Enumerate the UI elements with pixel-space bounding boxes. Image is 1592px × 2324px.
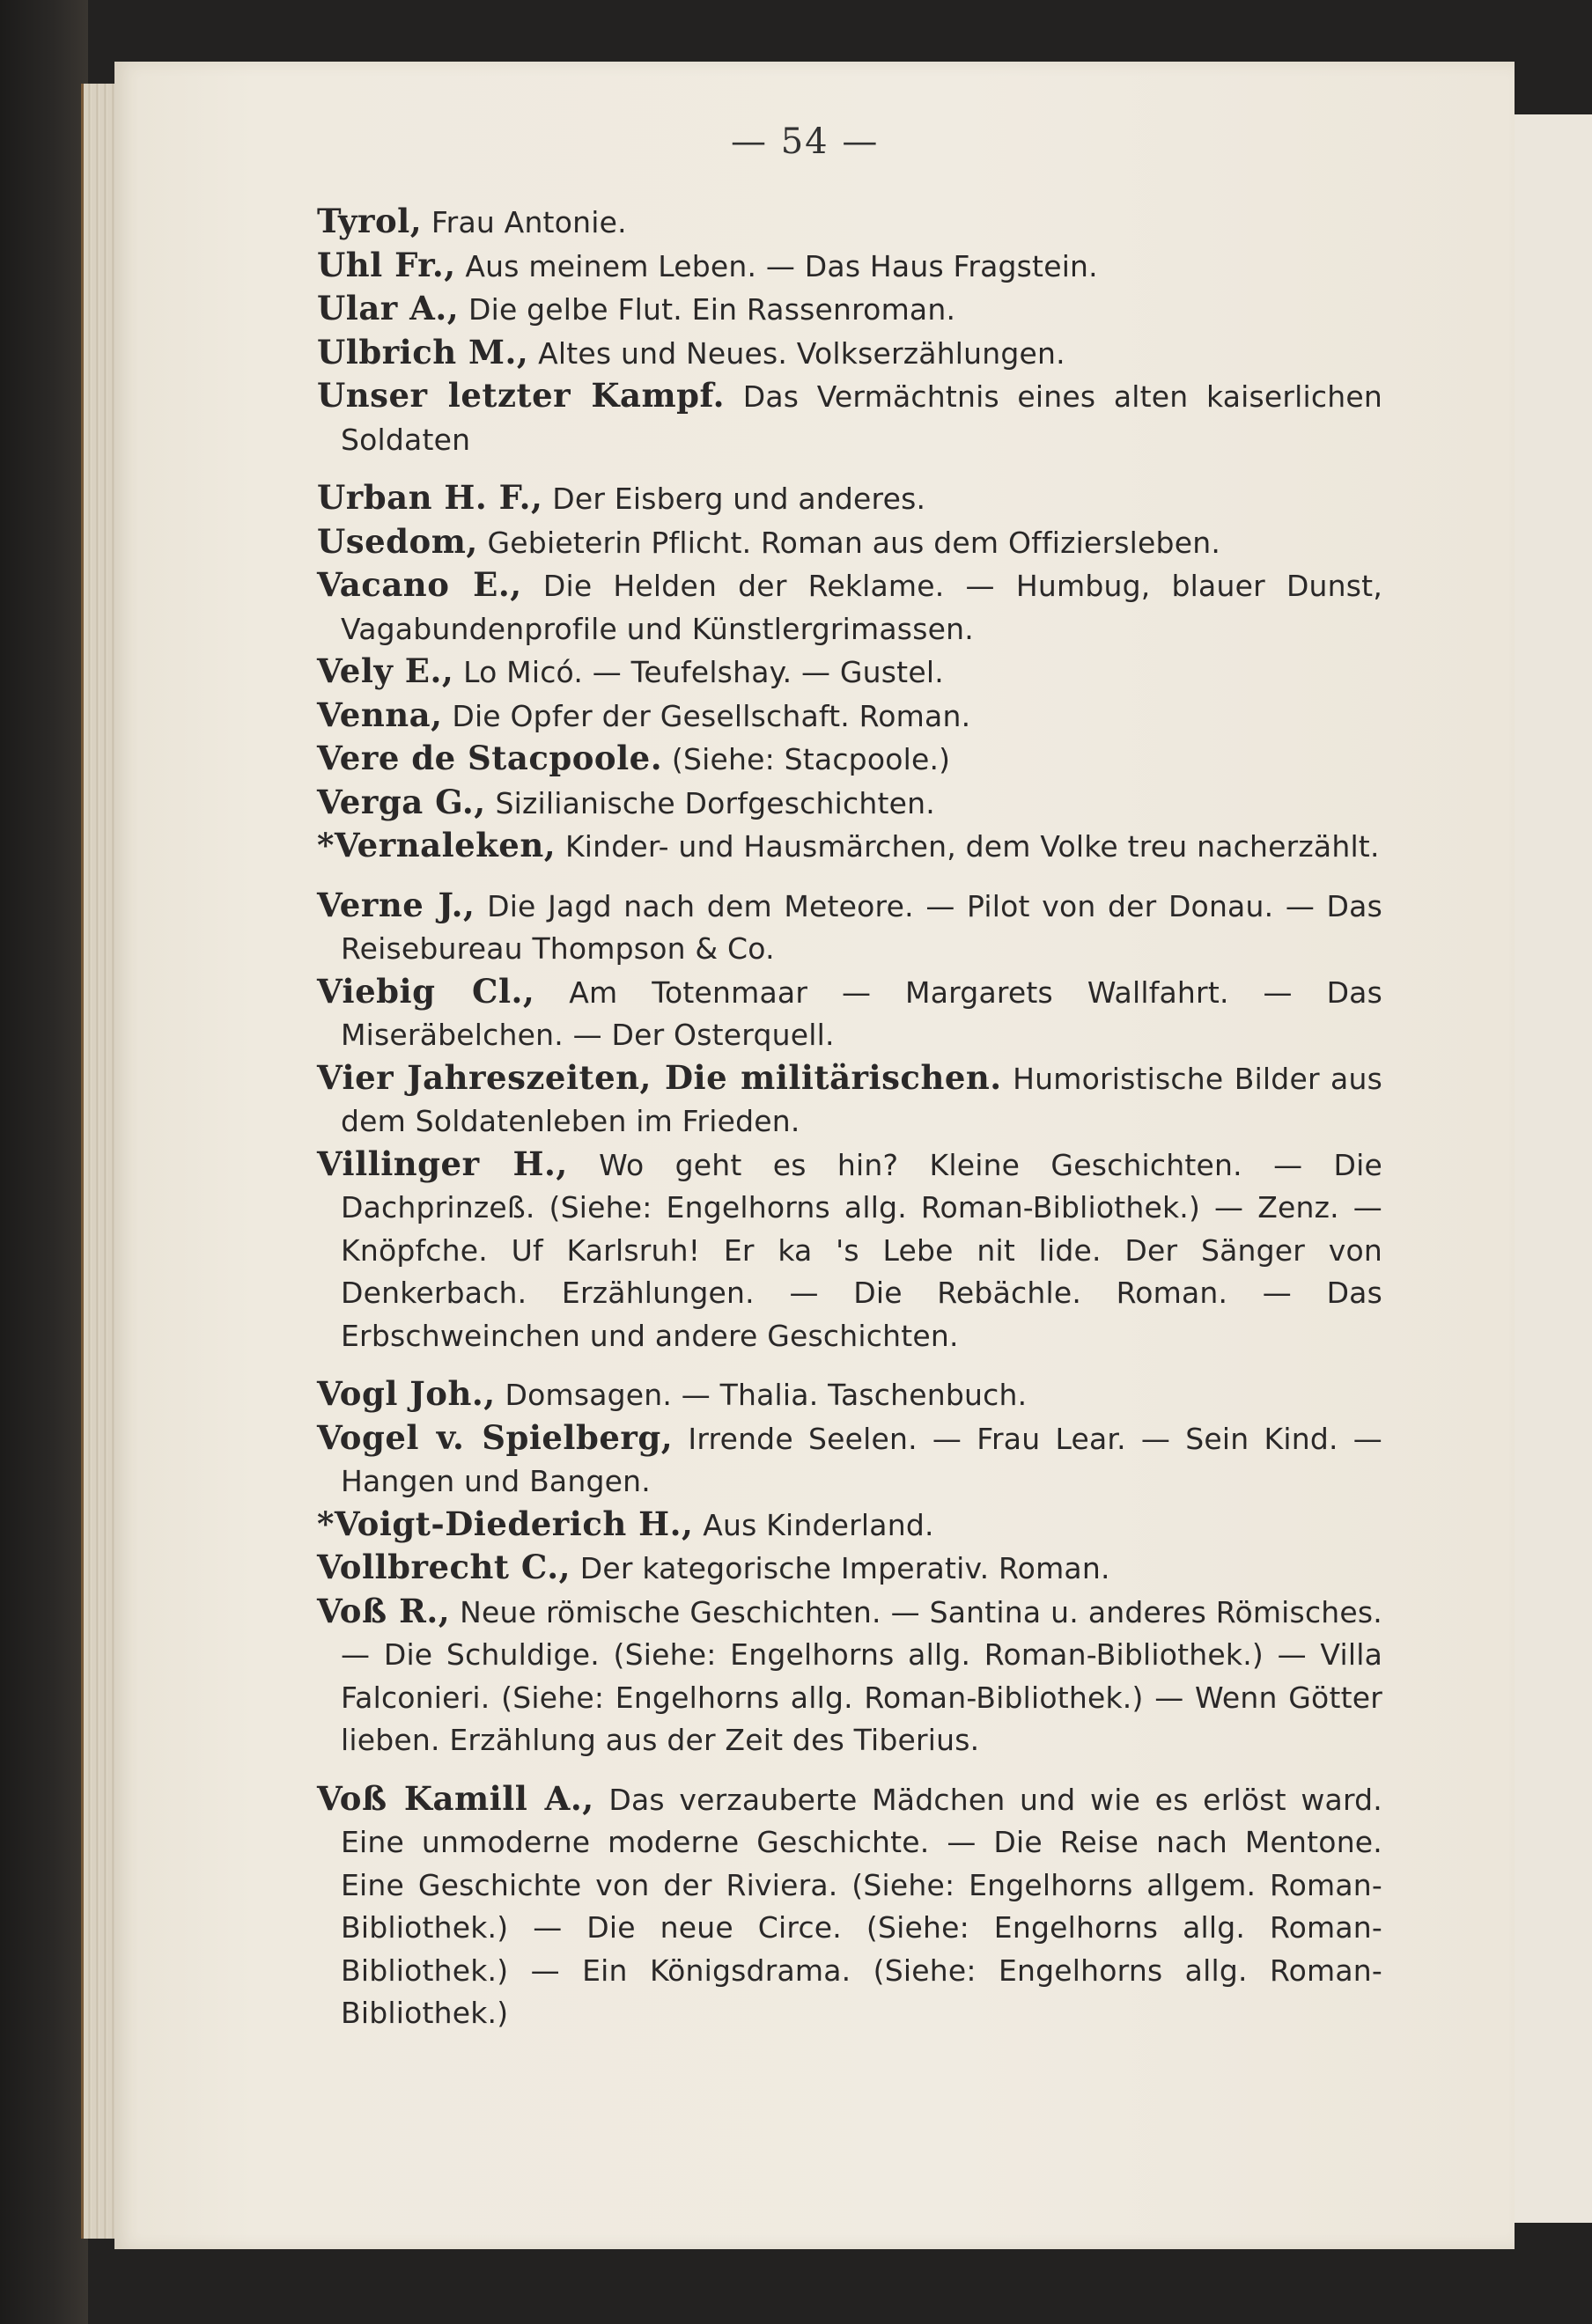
entry-verne	[317, 885, 1382, 971]
entry-author: Usedom,	[317, 521, 478, 561]
entry-author: Voß Kamill A.,	[317, 1778, 594, 1818]
entry-titles: (Siehe: Stacpoole.)	[671, 742, 951, 776]
entry-voss-r	[317, 1591, 1382, 1762]
entry-author: Unser letzter Kampf.	[317, 376, 726, 415]
entry-author: Ular A.,	[317, 289, 460, 327]
entry-ular	[317, 288, 1382, 332]
entry-vely	[317, 651, 1382, 695]
entry-author: Vier Jahreszeiten, Die militärischen.	[317, 1057, 1002, 1097]
entry-author: Verne J.,	[317, 885, 475, 924]
entry-author: Tyrol,	[317, 202, 423, 240]
entry-titles: Die Helden der Reklame. — Humbug, blauer Dunst, Vagabundenprofile und Künstlergrimassen.	[341, 569, 1383, 646]
entry-author: Vely E.,	[317, 651, 454, 690]
entry-vernaleken	[317, 825, 1382, 869]
entry-unser-letzter-kampf	[317, 375, 1382, 461]
entry-villinger	[317, 1144, 1382, 1358]
entry-author: Verga G.,	[317, 782, 486, 821]
entry-viebig	[317, 971, 1382, 1057]
entry-titles: Gebieterin Pflicht. Roman aus dem Offiziersleben.	[487, 525, 1221, 560]
entry-titles: Aus Kinderland.	[703, 1507, 934, 1542]
entry-author: Vacano E.,	[317, 565, 522, 604]
entry-titles: Das Vermächtnis eines alten kaiserlichen Soldaten	[341, 379, 1382, 457]
entry-vollbrecht	[317, 1547, 1382, 1591]
entry-author: Voß R.,	[317, 1591, 451, 1630]
entry-ulbrich	[317, 332, 1382, 376]
entry-titles: Die Jagd nach dem Meteore. — Pilot von der Donau. — Das Reisebureau Thompson & Co.	[341, 888, 1382, 966]
entry-titles: Irrende Seelen. — Frau Lear. — Sein Kind. — Hangen und Bangen.	[341, 1421, 1382, 1498]
entry-titles: Frau Antonie.	[431, 205, 627, 239]
entry-voigt-diederich	[317, 1504, 1382, 1548]
entry-author: Vogl Joh.,	[317, 1374, 496, 1413]
entry-uhl	[317, 245, 1382, 289]
desk-surface-left	[0, 0, 88, 2324]
entry-titles: Der Eisberg und anderes.	[552, 482, 926, 516]
entry-author: Urban H. F.,	[317, 478, 543, 517]
entry-author: Vollbrecht C.,	[317, 1548, 571, 1586]
entry-author: *Vernaleken,	[317, 826, 556, 864]
entry-tyrol	[317, 201, 1382, 245]
entry-author: Vere de Stacpoole.	[317, 739, 663, 777]
entry-titles: Am Totenmaar — Margarets Wallfahrt. — Das Miseräbelchen. — Der Osterquell.	[341, 974, 1382, 1052]
entry-author: Uhl Fr.,	[317, 245, 456, 284]
entry-vier-jahreszeiten	[317, 1057, 1382, 1144]
entry-author: *Voigt-Diederich H.,	[317, 1504, 694, 1543]
entry-vere-de-stacpoole	[317, 738, 1382, 782]
entry-vogel-spielberg	[317, 1417, 1382, 1504]
entry-titles: Die Opfer der Gesellschaft. Roman.	[452, 698, 971, 733]
entry-titles: Aus meinem Leben. — Das Haus Fragstein.	[465, 248, 1098, 283]
entry-author: Ulbrich M.,	[317, 332, 529, 371]
entry-urban	[317, 477, 1382, 521]
entry-titles: Domsagen. — Thalia. Taschenbuch.	[505, 1378, 1028, 1412]
entry-author: Venna,	[317, 695, 443, 734]
entry-titles: Das verzauberte Mädchen und wie es erlöst ward. Eine unmoderne moderne Geschichte. — Die Reise nach Mentone. Eine Geschichte von der Riviera. (Siehe: Engelhorns allgem. Roman-Bibliothek.) — Die neue Circe. (Siehe: Engelhorns allg. Roman-Bibliothek.) — Ein Königsdrama. (Siehe: Engelhorns allg. Roman-Bibliothek.)	[341, 1782, 1382, 2030]
entry-author: Villinger H.,	[317, 1144, 568, 1183]
entry-titles: Der kategorische Imperativ. Roman.	[579, 1551, 1110, 1585]
entry-vacano	[317, 564, 1382, 651]
entry-titles: Wo geht es hin? Kleine Geschichten. — Die Dachprinzeß. (Siehe: Engelhorns allg. Roman-Bibliothek.) — Zenz. — Knöpfche. Uf Karlsruh! Er ka 's Lebe nit lide. Der Sänger von Denkerbach. Erzählungen. — Die Rebächle. Roman. — Das Erbschweinchen und andere Geschichten.	[341, 1147, 1382, 1353]
entry-author: Vogel v. Spielberg,	[317, 1417, 674, 1457]
entry-titles: Neue römische Geschichten. — Santina u. anderes Römisches. — Die Schuldige. (Siehe: Engelhorns allg. Roman-Bibliothek.) — Villa Falconieri. (Siehe: Engelhorns allg. Roman-Bibliothek.) — Wenn Götter lieben. Erzählung aus der Zeit des Tiberius.	[341, 1594, 1382, 1757]
entry-usedom	[317, 521, 1382, 565]
bibliography-list	[317, 201, 1382, 2035]
entry-voss-kamill	[317, 1778, 1382, 2035]
entry-titles: Kinder- und Hausmärchen, dem Volke treu nacherzählt.	[564, 829, 1380, 864]
entry-titles: Altes und Neues. Volkserzählungen.	[538, 335, 1065, 371]
page-number: — 54 —	[731, 121, 880, 162]
entry-titles: Lo Micó. — Teufelshay. — Gustel.	[463, 655, 944, 689]
entry-venna	[317, 695, 1382, 739]
entry-vogl	[317, 1373, 1382, 1417]
entry-titles: Sizilianische Dorfgeschichten.	[495, 785, 935, 820]
entry-titles: Die gelbe Flut. Ein Rassenroman.	[468, 292, 956, 327]
entry-author: Viebig Cl.,	[317, 971, 535, 1011]
entry-titles: Humoristische Bilder aus dem Soldatenleben im Frieden.	[341, 1061, 1382, 1138]
entry-verga	[317, 782, 1382, 826]
